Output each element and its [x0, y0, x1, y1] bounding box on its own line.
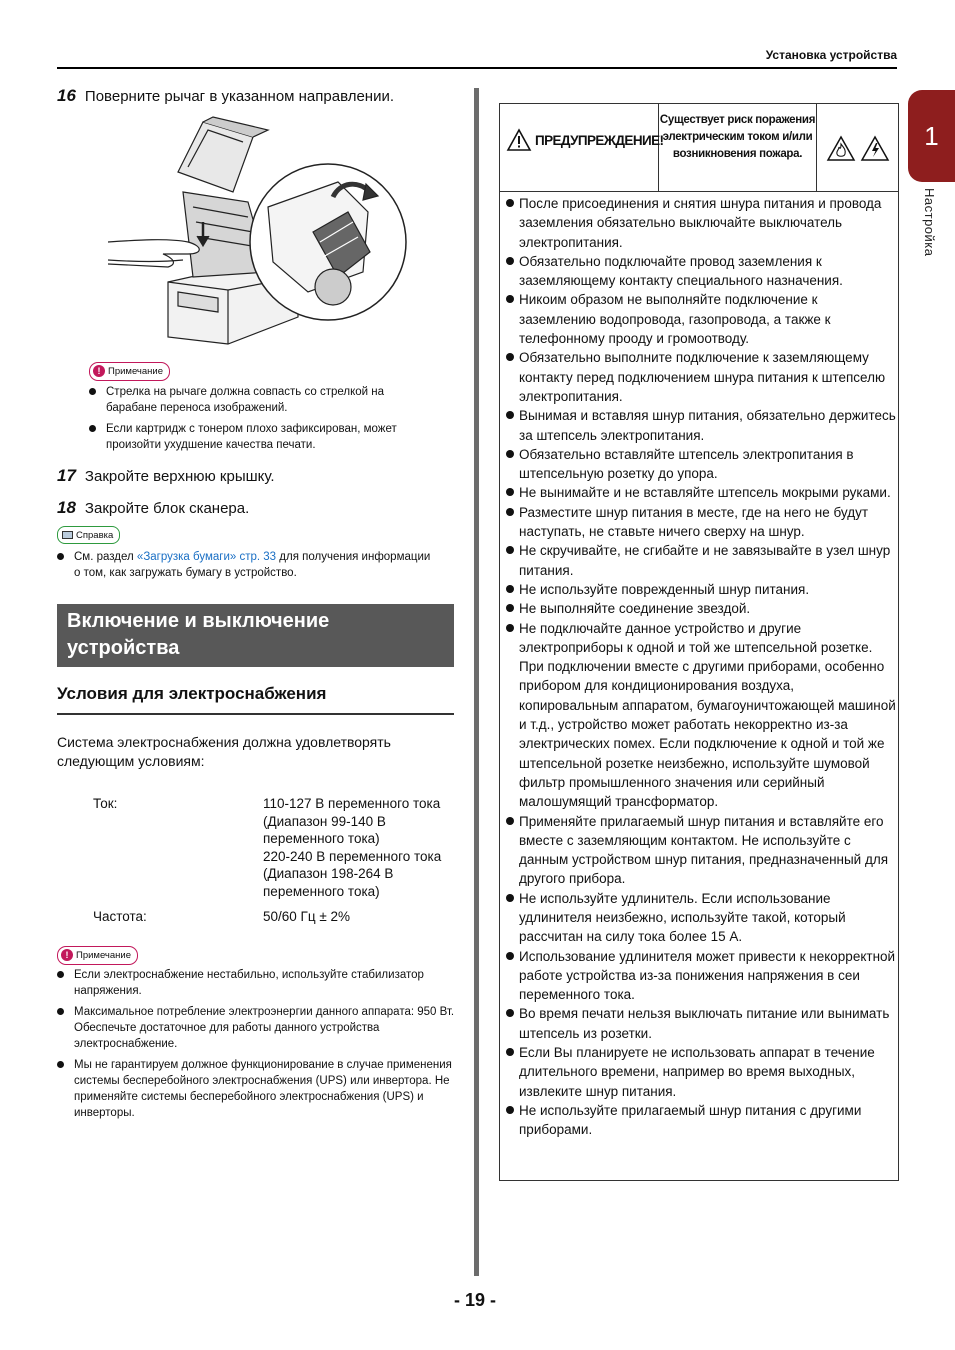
reference-badge: Справка	[57, 526, 120, 544]
step-16	[57, 86, 394, 106]
list-item: Если электроснабжение нестабильно, используйте стабилизатор напряжения.	[55, 967, 455, 999]
step-17	[57, 466, 275, 486]
note-list	[87, 384, 437, 458]
book-icon	[62, 531, 73, 539]
warning-list	[504, 194, 896, 1140]
warning-triangle-icon	[506, 128, 532, 152]
subsection-heading: Условия для электроснабжения	[57, 684, 327, 703]
list-item: Разместите шнур питания в месте, где на него не будут наступать, не ставьте ничего сверху на шнур.	[504, 503, 896, 542]
list-item: Не выполняйте соединение звездой.	[504, 599, 896, 618]
spec-current-label: Ток:	[93, 796, 118, 811]
spec-current-value: 110-127 В переменного тока (Диапазон 99-140 В переменного тока) 220-240 В переменного тока (Диапазон 198-264 В переменного тока)	[263, 796, 442, 899]
page-number: - 19 -	[454, 1290, 497, 1310]
list-item: Обязательно вставляйте штепсель электропитания в штепсельную розетку до упора.	[504, 445, 896, 484]
warning-title: ПРЕДУПРЕЖДЕНИЕ!	[535, 132, 664, 148]
list-item: Не используйте удлинитель. Если использование удлинителя неизбежно, используйте такой, который рассчитан на силу тока более 15 А.	[504, 889, 896, 947]
warning-header	[500, 104, 898, 192]
electric-shock-warning-icon	[860, 135, 890, 162]
note-list	[55, 967, 455, 1126]
step-text: Закройте верхнюю крышку.	[84, 468, 275, 485]
exclamation-icon: !	[93, 365, 105, 377]
chapter-tab-label: Настройка	[922, 188, 937, 257]
list-item: После присоединения и снятия шнура питания и провода заземления обязательно выключайте выключатель электропитания.	[504, 194, 896, 252]
step-text: Закройте блок сканера.	[84, 500, 250, 517]
column-divider	[474, 88, 479, 1276]
spec-frequency-value: 50/60 Гц ± 2%	[263, 909, 350, 924]
list-item: Обязательно выполните подключение к заземляющему контакту перед подключением шнура питания к штепселю электропитания.	[504, 348, 896, 406]
warning-box	[499, 103, 899, 1181]
header-rule	[57, 67, 897, 69]
list-item: Во время печати нельзя выключать питание или вынимать штепсель из розетки.	[504, 1004, 896, 1043]
step-18	[57, 498, 249, 518]
exclamation-icon: !	[61, 949, 73, 961]
list-item: Не используйте прилагаемый шнур питания с другими приборами.	[504, 1101, 896, 1140]
list-item: Мы не гарантируем должное функционирование в случае применения системы бесперебойного электроснабжения (UPS) или инвертора. Не применяйте системы бесперебойного электроснабжения (UPS) и инверторы.	[55, 1057, 455, 1121]
reference-link[interactable]: «Загрузка бумаги» стр. 33	[136, 551, 277, 563]
reference-list	[55, 549, 435, 586]
running-header: Установка устройства	[765, 48, 897, 62]
list-item: Обязательно подключайте провод заземления к заземляющему контакту специального назначения.	[504, 252, 896, 291]
spec-frequency-label: Частота:	[93, 909, 147, 924]
list-item: Если картридж с тонером плохо зафиксирован, может произойти ухудшение качества печати.	[87, 421, 437, 453]
list-item: Применяйте прилагаемый шнур питания и вставляйте его вместе с заземляющим контактом. Не используйте с данным устройством шнур питания, предназначенный для другого прибора.	[504, 812, 896, 889]
section-heading: Включение и выключение устройства	[57, 604, 454, 667]
list-item: Не вынимайте и не вставляйте штепсель мокрыми руками.	[504, 483, 896, 502]
step-number: 16	[57, 86, 76, 105]
subsection-rule	[57, 713, 454, 715]
list-item: Не подключайте данное устройство и другие электроприборы к одной и той же штепсельной розетке. При подключении вместе с другими приборами, особенно прибором для кондиционирования воздуха, копировальным аппаратом, бумагоуничтожающей машиной и т.д., устройство может работать некорректно из-за электрических помех. Если подключение к одной и той же штепсельной розетке неизбежно, используйте шумовой фильтр промышленного значения или серийный малошумящий трансформатор.	[504, 619, 896, 812]
warning-risk: Существует риск поражения электрическим током и/или возникновения пожара.	[659, 104, 817, 192]
list-item: Использование удлинителя может привести к некорректной работе устройства из-за понижения напряжения в сеи переменного тока.	[504, 947, 896, 1005]
list-item: Максимальное потребление электроэнергии данного аппарата: 950 Вт. Обеспечьте достаточное для работы данного устройства электроснабжение.	[55, 1004, 455, 1052]
list-item: Стрелка на рычаге должна совпасть со стрелкой на барабане переноса изображений.	[87, 384, 437, 416]
list-item: Если Вы планируете не использовать аппарат в течение длительного времени, например во время выходных, извлеките шнур питания.	[504, 1043, 896, 1101]
chapter-tab[interactable]: 1	[908, 90, 955, 182]
list-item: Вынимая и вставляя шнур питания, обязательно держитесь за штепсель электропитания.	[504, 406, 896, 445]
list-item: Не используйте поврежденный шнур питания.	[504, 580, 896, 599]
step-number: 17	[57, 466, 76, 485]
intro-paragraph: Система электроснабжения должна удовлетворять следующим условиям:	[57, 734, 391, 769]
step-text: Поверните рычаг в указанном направлении.	[84, 88, 394, 105]
list-item: См. раздел «Загрузка бумаги» стр. 33 для получения информации о том, как загружать бумагу в устройство.	[55, 549, 435, 581]
note-badge: ! Примечание	[57, 945, 138, 965]
step-number: 18	[57, 498, 76, 517]
printer-lever-illustration	[108, 112, 408, 352]
list-item: Не скручивайте, не сгибайте и не завязывайте в узел шнур питания.	[504, 541, 896, 580]
note-badge: ! Примечание	[89, 361, 170, 381]
fire-warning-icon	[826, 135, 856, 162]
list-item: Никоим образом не выполняйте подключение к заземлению водопровода, газопровода, а также к телефонному прооду и громоотводу.	[504, 290, 896, 348]
